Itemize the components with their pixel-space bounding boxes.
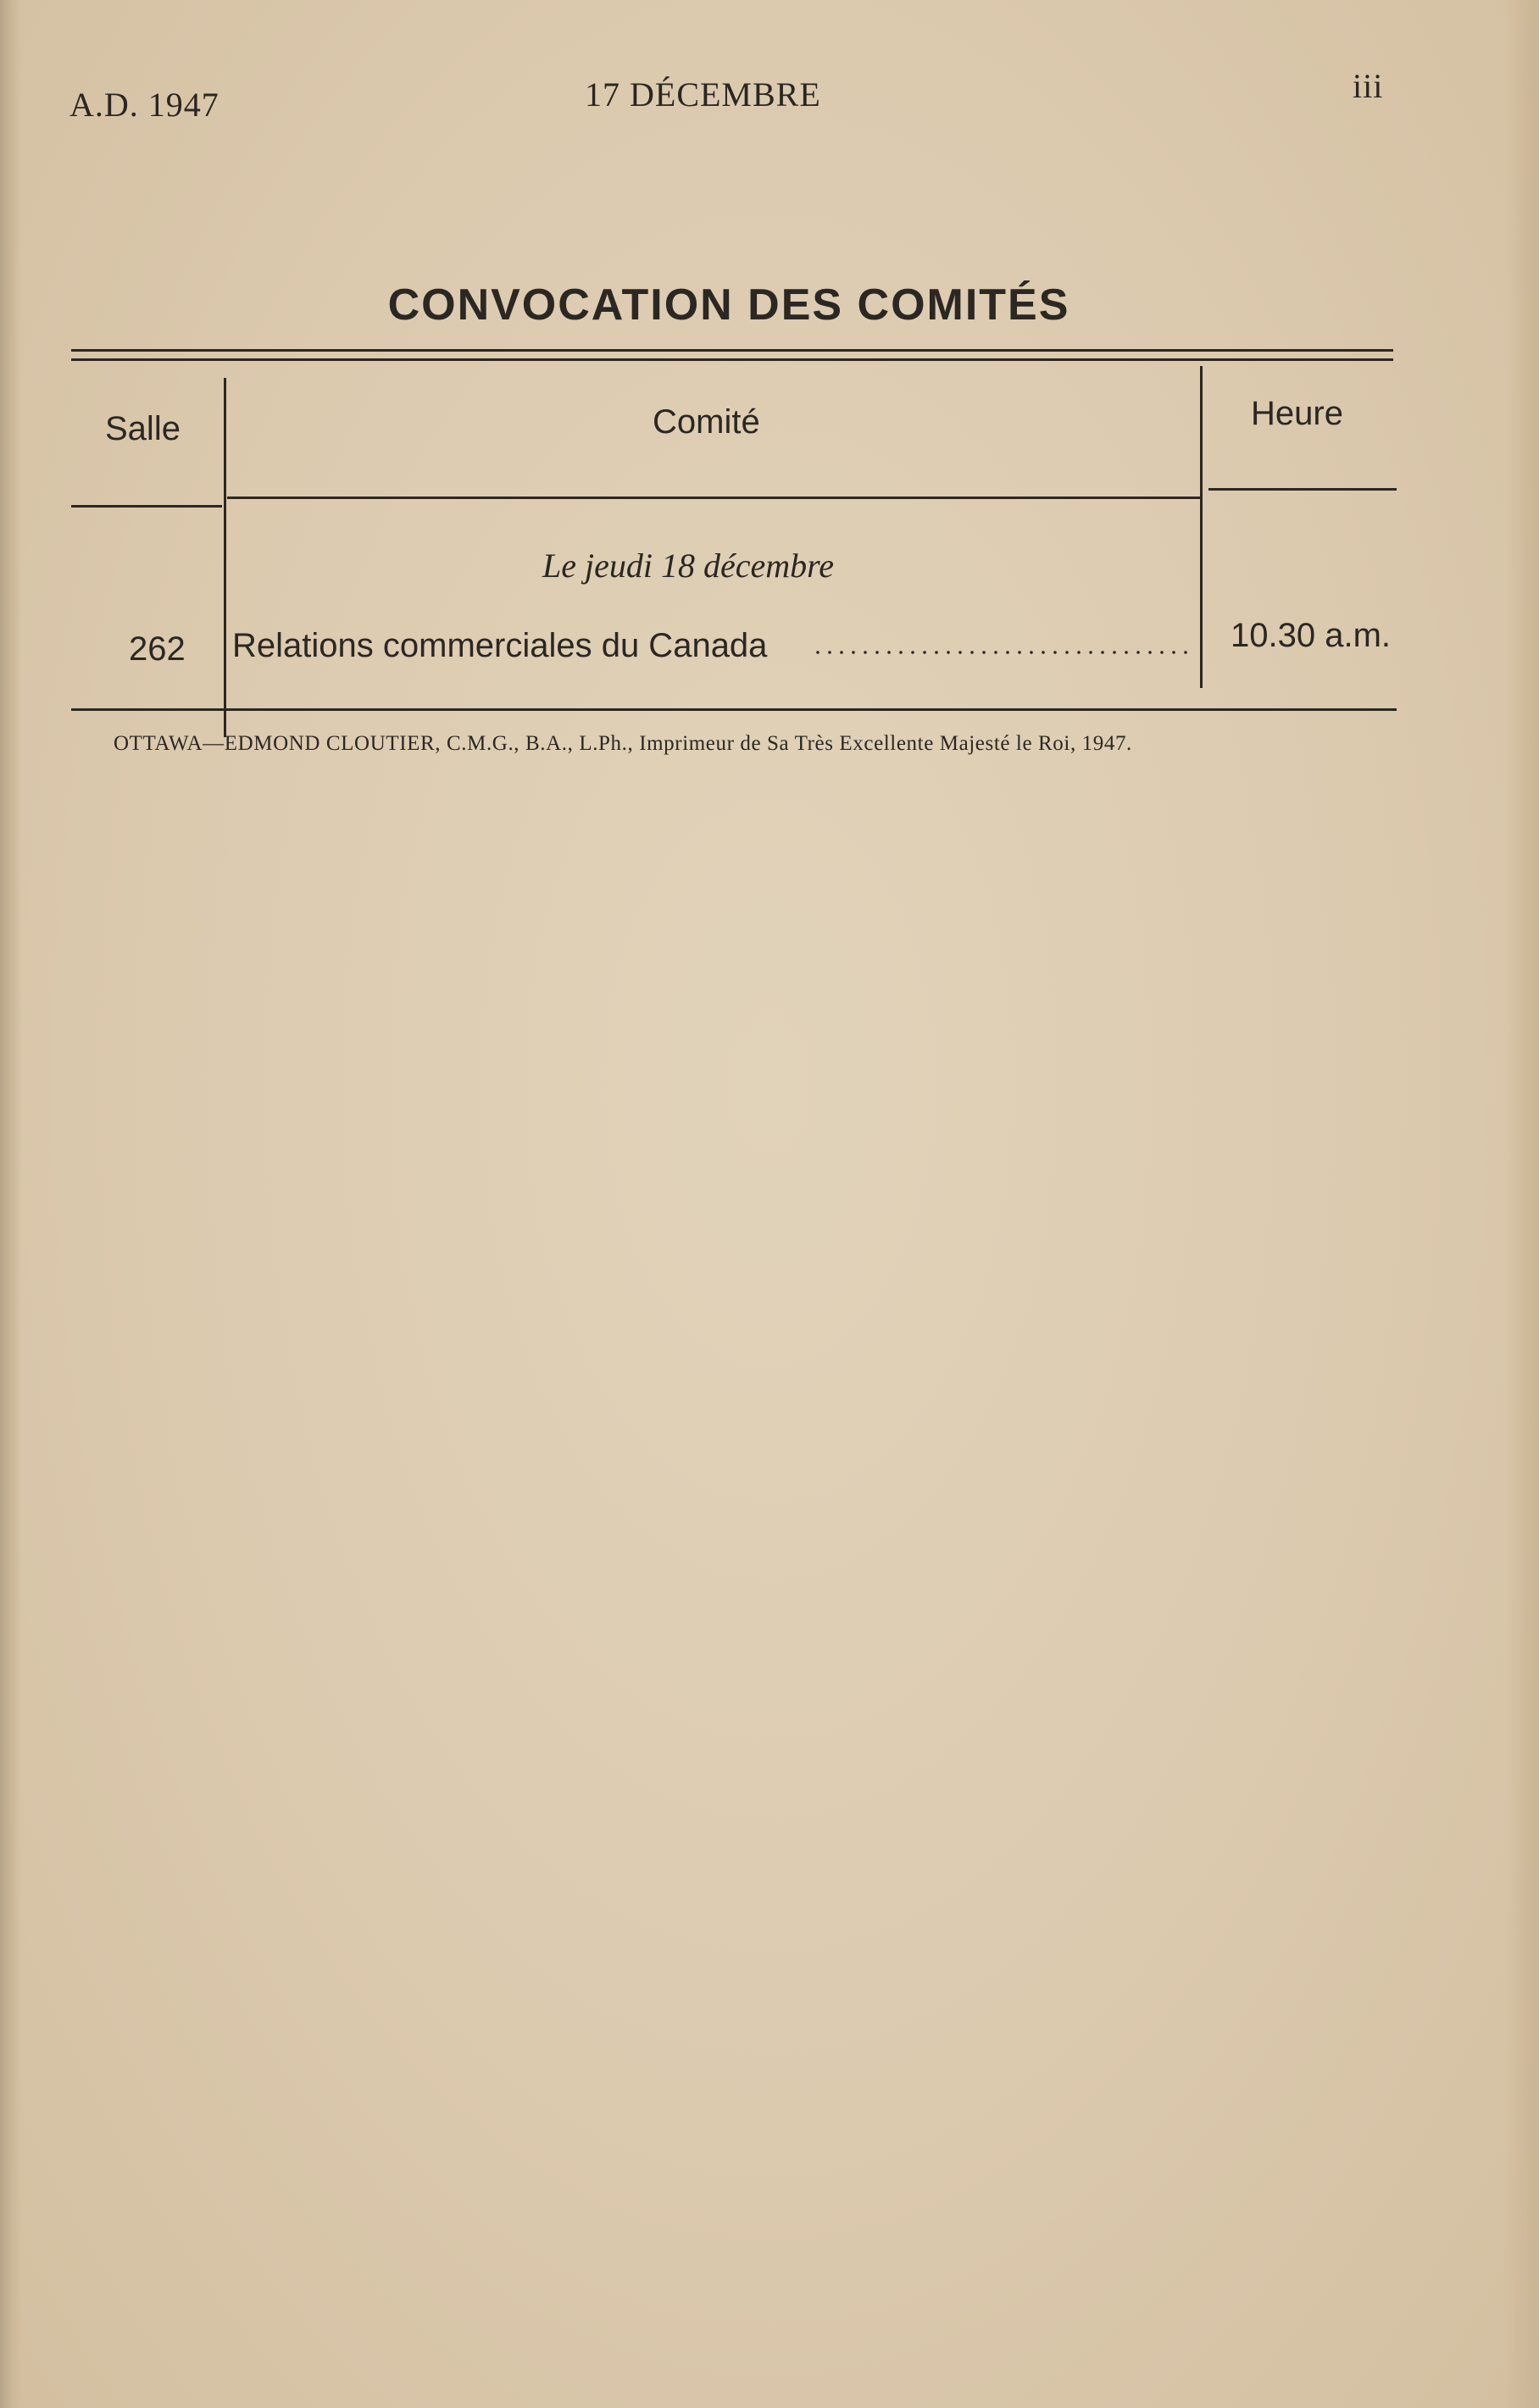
cell-salle: 262 <box>129 630 186 668</box>
table-top-rule-2 <box>71 358 1393 361</box>
column-divider-2 <box>1200 366 1203 688</box>
table-bottom-rule <box>71 708 1397 711</box>
header-rule-comite <box>227 497 1200 499</box>
page-edge-shadow-right <box>1505 0 1539 2408</box>
date-heading: Le jeudi 18 décembre <box>542 547 834 585</box>
column-header-salle: Salle <box>105 410 181 447</box>
cell-comite: Relations commerciales du Canada <box>232 627 768 664</box>
cell-heure: 10.30 a.m. <box>1231 617 1392 654</box>
column-header-heure: Heure <box>1251 395 1343 432</box>
page-edge-shadow-left <box>0 0 22 2408</box>
running-head-date: 17 DÉCEMBRE <box>585 75 821 114</box>
column-divider-1 <box>224 378 226 737</box>
column-header-comite: Comité <box>653 403 760 441</box>
header-rule-salle <box>71 505 222 508</box>
header-rule-heure <box>1208 488 1397 491</box>
running-head-year: A.D. 1947 <box>69 86 219 124</box>
page-title: CONVOCATION DES COMITÉS <box>387 280 1070 330</box>
table-top-rule-1 <box>71 349 1393 352</box>
leader-dots <box>812 651 1195 654</box>
printer-imprint: OTTAWA—EDMOND CLOUTIER, C.M.G., B.A., L.Ph., Imprimeur de Sa Très Excellente Majesté le Roi, 1947. <box>114 732 1132 755</box>
page-number: iii <box>1353 67 1384 105</box>
